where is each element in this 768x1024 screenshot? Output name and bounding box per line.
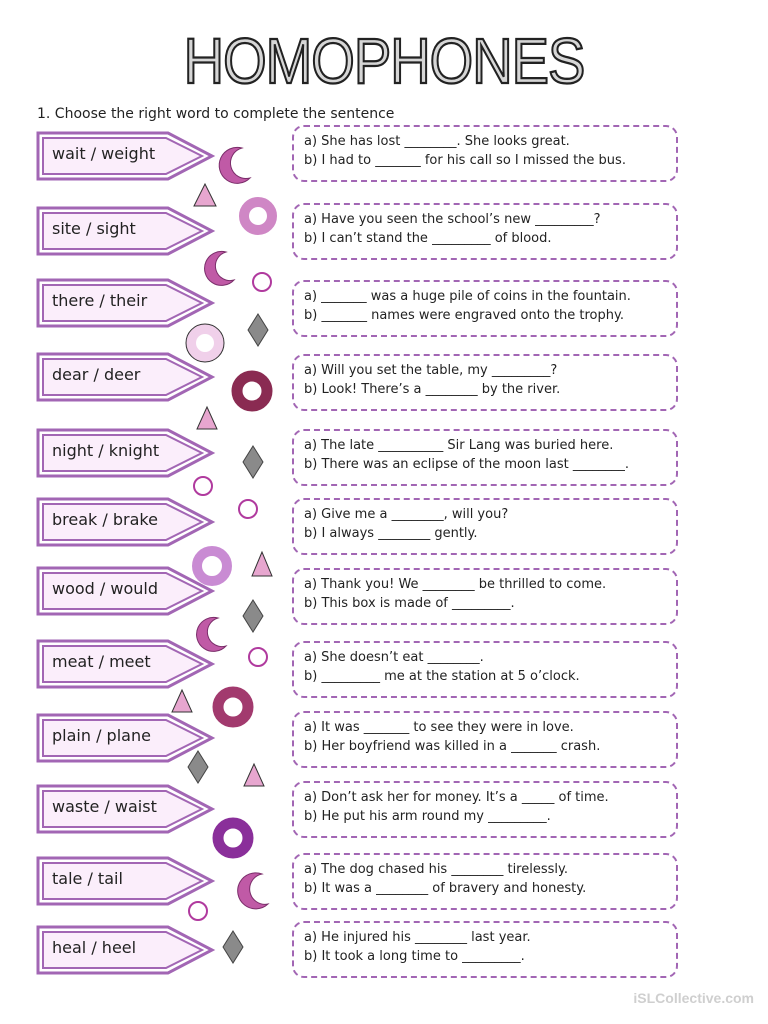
word-pair-label: meat / meet — [52, 652, 151, 671]
sentence-b: b) Her boyfriend was killed in a _______ crash. — [304, 739, 601, 754]
sentence-box — [292, 641, 678, 698]
word-pair-label: tale / tail — [52, 869, 123, 888]
word-pair-label: site / sight — [52, 219, 136, 238]
sentence-a: a) She doesn’t eat ________. — [304, 650, 484, 665]
triangle-icon — [244, 764, 264, 786]
sentence-box — [292, 853, 678, 910]
small-ring-icon — [239, 500, 257, 518]
word-pair-label: heal / heel — [52, 938, 137, 957]
triangle-icon — [172, 690, 192, 712]
word-pair-label: wood / would — [52, 579, 158, 598]
crescent-icon — [219, 147, 250, 183]
sentence-a: a) She has lost ________. She looks great. — [304, 134, 570, 149]
word-pair-label: there / their — [52, 291, 148, 310]
sentence-a: a) Will you set the table, my _________? — [304, 363, 558, 378]
sentence-a: a) Give me a ________, will you? — [304, 507, 509, 522]
sentence-box — [292, 125, 678, 182]
sentence-box — [292, 781, 678, 838]
word-pair-tag — [36, 639, 216, 687]
word-pair-label: dear / deer — [52, 365, 141, 384]
sentence-a: a) The late __________ Sir Lang was buried here. — [304, 438, 614, 453]
word-pair-tag — [36, 206, 216, 254]
sentence-box — [292, 921, 678, 978]
triangle-icon — [252, 552, 272, 576]
word-pair-tag — [36, 352, 216, 400]
sentence-b: b) It was a ________ of bravery and honesty. — [304, 881, 587, 896]
word-pair-tag — [36, 566, 216, 614]
sentence-b: b) He put his arm round my _________. — [304, 809, 551, 824]
sentence-box — [292, 203, 678, 260]
sentence-box — [292, 354, 678, 411]
word-pair-label: waste / waist — [52, 797, 157, 816]
sentence-a: a) Thank you! We ________ be thrilled to come. — [304, 577, 607, 592]
ring-icon — [244, 202, 272, 230]
sentence-box — [292, 568, 678, 625]
word-pair-label: break / brake — [52, 510, 158, 529]
sentence-b: b) I can’t stand the _________ of blood. — [304, 231, 552, 246]
sentence-b: b) I always ________ gently. — [304, 526, 478, 541]
diamond-icon — [223, 931, 243, 963]
word-pair-tag — [36, 856, 216, 904]
word-pair-tag — [36, 713, 216, 761]
sentence-b: b) This box is made of _________. — [304, 596, 515, 611]
word-pair-tag — [36, 497, 216, 545]
word-pair-label: plain / plane — [52, 726, 151, 745]
ring-icon — [218, 692, 248, 722]
triangle-icon — [197, 407, 217, 429]
small-ring-icon — [194, 477, 212, 495]
diamond-icon — [243, 446, 263, 478]
sentence-b: b) _______ names were engraved onto the trophy. — [304, 308, 624, 323]
sentence-b: b) There was an eclipse of the moon last ________. — [304, 457, 629, 472]
sentence-a: a) It was _______ to see they were in love. — [304, 720, 574, 735]
word-pair-tag — [36, 428, 216, 476]
sentence-a: a) _______ was a huge pile of coins in the fountain. — [304, 289, 631, 304]
diamond-icon — [248, 314, 268, 346]
sentence-box — [292, 429, 678, 486]
word-pair-label: night / knight — [52, 441, 160, 460]
small-ring-icon — [249, 648, 267, 666]
sentence-b: b) _________ me at the station at 5 o’clock. — [304, 669, 580, 684]
diamond-icon — [243, 600, 263, 632]
ring-icon — [237, 376, 267, 406]
footer-watermark: iSLCollective.com — [633, 990, 754, 1006]
crescent-icon — [238, 873, 268, 909]
sentence-a: a) Don’t ask her for money. It’s a _____ of time. — [304, 790, 609, 805]
word-pair-tag — [36, 131, 216, 179]
instruction-text: 1. Choose the right word to complete the sentence — [37, 106, 395, 122]
triangle-icon — [194, 184, 216, 206]
ring-icon — [218, 823, 248, 853]
sentence-b: b) Look! There’s a ________ by the river. — [304, 382, 561, 397]
word-pair-tag — [36, 278, 216, 326]
sentence-a: a) Have you seen the school’s new _________? — [304, 212, 601, 227]
sentence-b: b) It took a long time to _________. — [304, 949, 525, 964]
sentence-box — [292, 280, 678, 337]
sentence-box — [292, 498, 678, 555]
sentence-a: a) The dog chased his ________ tirelessly. — [304, 862, 568, 877]
page-title: HOMOPHONES — [183, 24, 585, 97]
sentence-a: a) He injured his ________ last year. — [304, 930, 531, 945]
sentence-box — [292, 711, 678, 768]
word-pair-tag — [36, 925, 216, 973]
word-pair-label: wait / weight — [52, 144, 156, 163]
sentence-b: b) I had to _______ for his call so I missed the bus. — [304, 153, 626, 168]
small-ring-icon — [253, 273, 271, 291]
word-pair-tag — [36, 784, 216, 832]
